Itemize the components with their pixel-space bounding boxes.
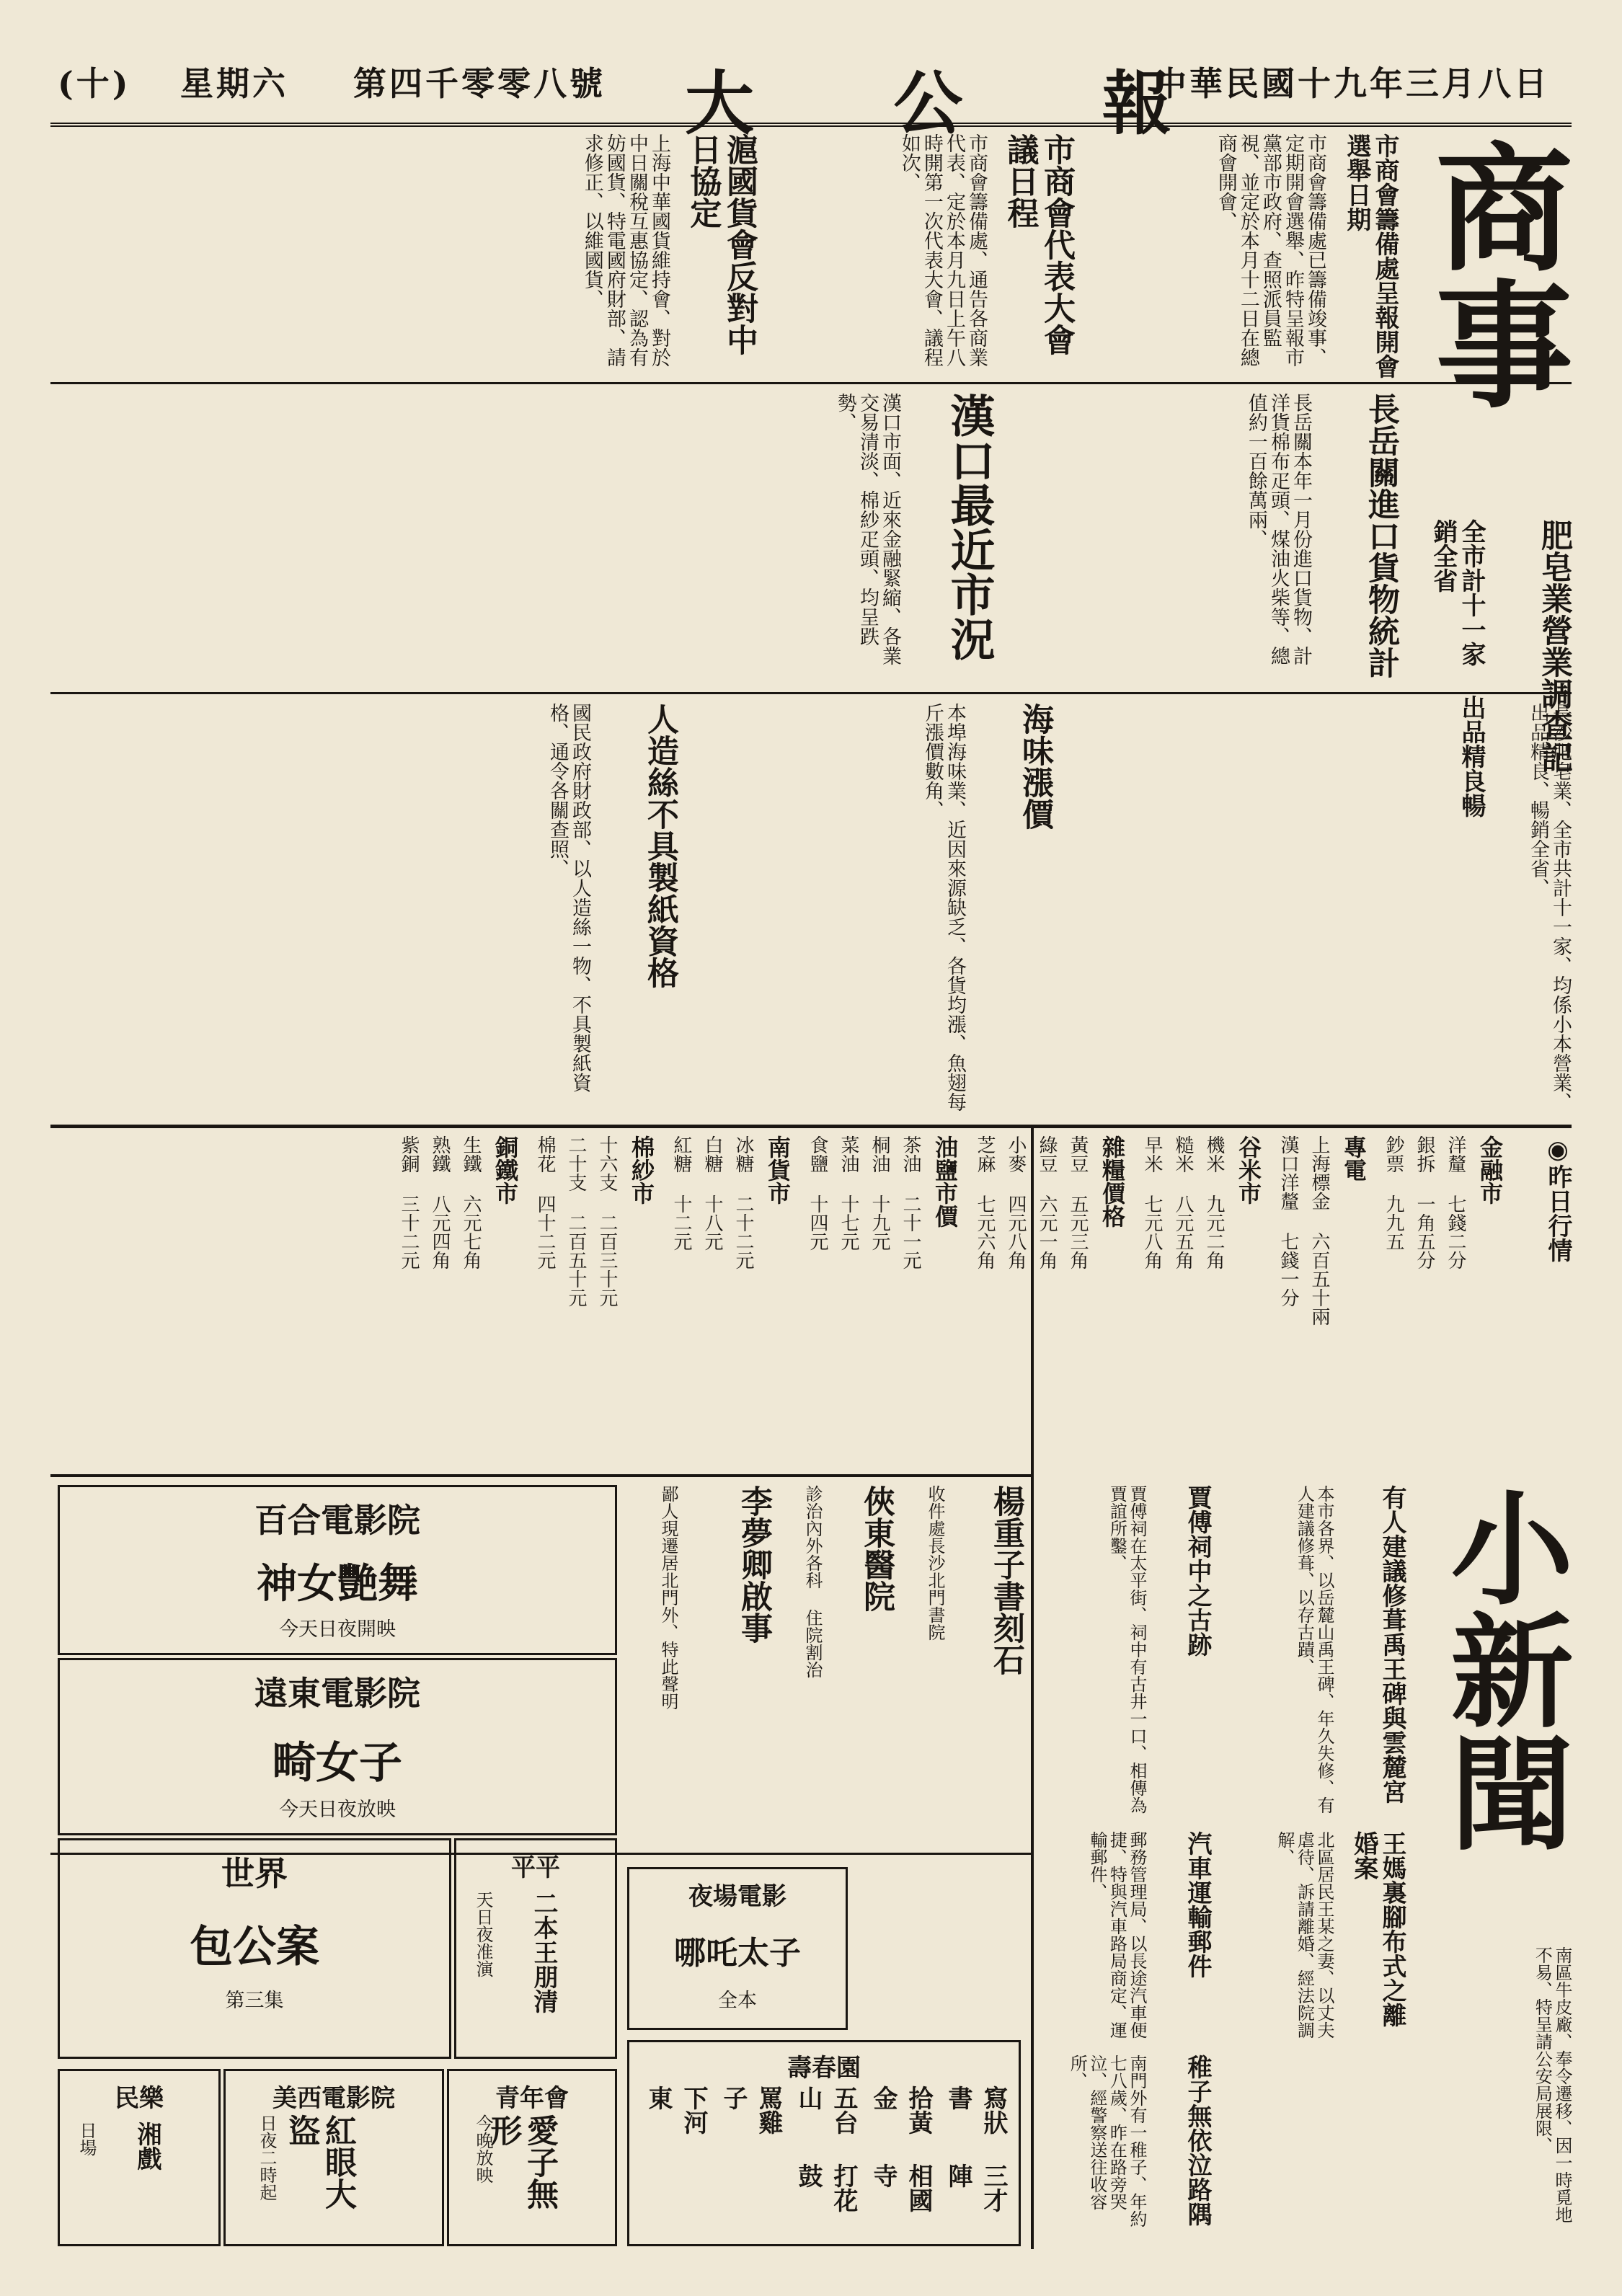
article-body: 上海中華國貨維持會、對於中日關稅互惠協定、認為有妨國貨、特電國府財部、請求修正、以維國貨、: [580, 133, 670, 367]
cinema-ad: [58, 1485, 617, 1655]
article-body: 市商會籌備處已籌備竣事、定期開會選舉、昨特呈報市黨部市政府、查照派員監視、並定於本月十二日在總商會開會、: [1214, 133, 1326, 367]
stage-title: 罵雞子: [719, 2086, 783, 2135]
ad-body: 收件處長沙北門書院: [925, 1485, 945, 1641]
article-body: 長沙肥皂業、全市共計十一家、均係小本營業、出品精良、暢銷全省、: [1526, 703, 1572, 1112]
article-subtitle: 全市計十一家 出品精良暢銷全省: [1428, 519, 1486, 817]
article-title: 漢口最近市況: [943, 393, 996, 661]
article-title: 長岳關進口貨物統計: [1362, 393, 1399, 678]
market-quote: 棉花 四十二元: [534, 1135, 556, 1269]
cinema-name: 遠東電影院: [254, 1674, 420, 1713]
news-body: 賈傅祠在太平街、祠中有古井一口、相傳為賈誼所鑿、: [1107, 1485, 1147, 1814]
film-title: 湘戲: [133, 2122, 161, 2171]
cinema-ad: [58, 1658, 617, 1835]
market-quote: 菜油 十七元: [838, 1135, 859, 1251]
film-title: 神女艷舞: [257, 1560, 418, 1608]
market-quote: 銀拆 一角五分: [1414, 1135, 1435, 1269]
ad-title: 李夢卿啟事: [735, 1485, 772, 1644]
article-body: 市商會籌備處、通告各商業代表、定於本月九日上午八時開第一次代表大會、議程如次、: [898, 133, 988, 367]
news-title: 汽車運輸郵件: [1183, 1831, 1212, 1978]
cinema-ad: [58, 1838, 451, 2059]
news-body: 北區居民王某之妻、以丈夫虐待、訴請離婚、經法院調解、: [1274, 1831, 1334, 2039]
rule: [50, 382, 1572, 384]
market-quote: 糙米 八元五角: [1172, 1135, 1194, 1269]
cinema-name: 百合電影院: [254, 1501, 420, 1540]
film-note: 天日夜准演: [473, 1891, 493, 1977]
market-quote: 鈔票 九九五: [1383, 1135, 1404, 1251]
market-quote: 早米 七元八角: [1141, 1135, 1163, 1269]
issue-number: 第四千零零八號: [353, 64, 606, 103]
rule: [50, 692, 1572, 694]
market-quote: 黃豆 五元三角: [1067, 1135, 1089, 1269]
cinema-name: 夜場電影: [688, 1882, 786, 1911]
market-quote: 機米 九元二角: [1203, 1135, 1225, 1269]
ad-body: 鄙人現遷居北門外、特此聲明: [658, 1485, 678, 1710]
cinema-name: 美西電影院: [272, 2084, 395, 2113]
cinema-name: 平平: [511, 1853, 560, 1882]
stage-title: 寫狀書: [944, 2086, 1008, 2135]
stage-title: 五台山: [794, 2086, 858, 2135]
masthead: [50, 43, 1572, 144]
market-name: 谷米市: [1235, 1135, 1262, 1205]
issue-date: 中華民國十九年三月八日: [1153, 64, 1550, 103]
stage-title: 打花鼓: [794, 2163, 858, 2212]
article-body: 漢口市面、近來金融緊縮、各業交易清淡、棉紗疋頭、均呈跌勢、: [833, 393, 901, 665]
ad-title: 俠東醫院: [858, 1485, 895, 1612]
film-note: 今天日夜開映: [279, 1618, 396, 1641]
paper-title: 大 公 報: [685, 63, 1229, 144]
article-body: 長岳關本年一月份進口貨物、計洋貨棉布疋頭、煤油火柴等、總值約一百餘萬兩、: [1244, 393, 1312, 665]
market-block: [972, 1135, 1129, 1474]
market-quote: 二十支 二百五十元: [565, 1135, 587, 1307]
page-number: (十): [58, 64, 131, 103]
market-quote: 芝麻 七元六角: [974, 1135, 996, 1269]
market-block: [668, 1135, 794, 1474]
market-name: 南貨市: [764, 1135, 792, 1205]
news-body: 南門外有一稚子、年約七八歲、昨在路旁哭泣、經警察送往收容所、: [1067, 2055, 1147, 2228]
stage-title: 三才陣: [944, 2163, 1008, 2212]
news-body: 本市各界、以岳麓山禹王碑、年久失修、有人建議修葺、以存古蹟、: [1294, 1485, 1334, 1814]
article-title: 市商會籌備處呈報開會選舉日期: [1342, 133, 1399, 378]
article-title: 人造絲不具製紙資格: [642, 703, 678, 988]
cinema-name: 世界: [221, 1854, 288, 1893]
film-title: 畸女子: [272, 1738, 402, 1789]
article-title: 海味漲價: [1016, 703, 1053, 830]
cinema-ad: [223, 2069, 444, 2246]
market-quote: 食鹽 十四元: [807, 1135, 828, 1251]
film-note: 今晚放映: [473, 2114, 493, 2184]
newspaper-page: [50, 43, 1572, 2249]
news-title: 有人建議修葺禹王碑與雲麓宮: [1378, 1485, 1406, 1804]
film-note: 第三集: [225, 1990, 284, 2012]
stage-title: 拾黃金: [869, 2086, 933, 2135]
market-quote: 綠豆 六元一角: [1036, 1135, 1058, 1269]
ad-body: 診治內外各科 住院割治: [802, 1485, 823, 1678]
stage-name: 壽春園: [787, 2054, 861, 2083]
market-block: [396, 1135, 522, 1474]
market-quote: 紫銅 三十二元: [398, 1135, 420, 1269]
market-quote: 漢口洋釐 七錢一分: [1277, 1135, 1299, 1307]
market-block: [1381, 1135, 1507, 1474]
market-title: ◉昨日行情: [1543, 1135, 1572, 1262]
news-body: 郵務管理局、以長途汽車便捷、特與汽車路局商定、運輸郵件、: [1086, 1831, 1147, 2039]
cinema-name: 青年會: [495, 2084, 569, 2113]
market-name: 專電: [1340, 1135, 1368, 1182]
market-name: 棉紗市: [628, 1135, 655, 1205]
news-title: 稚子無依泣路隅: [1183, 2055, 1212, 2226]
market-quote: 冰糖 二十二元: [732, 1135, 754, 1269]
article-title: 滬國貨會反對中日協定: [684, 133, 758, 355]
market-block: [1139, 1135, 1265, 1474]
market-quote: 茶油 二十一元: [900, 1135, 921, 1269]
article-body: 本埠海味業、近因來源缺乏、各貨均漲、魚翅每斤漲價數角、: [921, 703, 966, 1112]
film-title: 包公案: [190, 1922, 319, 1972]
rule: [50, 1474, 1031, 1477]
market-name: 雜糧價格: [1099, 1135, 1126, 1228]
market-block: [532, 1135, 658, 1474]
cinema-ad: [454, 1838, 617, 2059]
rule: [50, 1125, 1572, 1128]
article-body: 國民政府財政部、以人造絲一物、不具製紙資格、通令各關查照、: [546, 703, 591, 1092]
stage-title: 相國寺: [869, 2163, 933, 2212]
commerce-section-title: 商事: [1413, 137, 1574, 411]
news-title: 賈傅祠中之古跡: [1183, 1485, 1212, 1657]
film-note: 日場: [76, 2122, 97, 2156]
market-block: [1275, 1135, 1370, 1474]
stage-program: [637, 2086, 1011, 2237]
cinema-ad: [58, 2069, 221, 2246]
market-quote: 生鐵 六元七角: [460, 1135, 482, 1269]
film-note: 今天日夜放映: [279, 1799, 396, 1821]
stage-title: 下河東: [644, 2086, 708, 2135]
cinema-ad: [627, 1867, 848, 2030]
film-title: 愛子無形: [484, 2114, 558, 2209]
market-quote: 桐油 十九元: [869, 1135, 890, 1251]
market-quotes: [50, 1135, 1507, 1474]
news-body: 南區牛皮廠、奉令遷移、因一時覓地不易、特呈請公安局展限、: [1532, 1946, 1572, 2223]
film-title: 哪吒太子: [674, 1935, 801, 1972]
film-title: 紅眼大盜: [283, 2114, 356, 2209]
market-name: 油鹽市價: [931, 1135, 959, 1228]
film-note: 日夜二時起: [257, 2114, 277, 2201]
news-title: 王媽裏腳布式之離婚案: [1349, 1831, 1406, 2027]
market-block: [805, 1135, 962, 1474]
market-quote: 紅糖 十二元: [670, 1135, 692, 1251]
market-quote: 白糖 十八元: [701, 1135, 723, 1251]
xinwen-section-title: 小新聞: [1430, 1485, 1574, 1853]
market-name: 金融市: [1476, 1135, 1504, 1205]
film-title: 二本王朋清: [529, 1891, 558, 2013]
market-quote: 十六支 二百三十元: [596, 1135, 618, 1307]
cinema-ad: [447, 2069, 617, 2246]
market-quote: 小麥 四元八角: [1005, 1135, 1027, 1269]
market-quote: 上海標金 六百五十兩: [1308, 1135, 1330, 1326]
cinema-name: 民樂: [115, 2084, 164, 2113]
film-note: 全本: [718, 1990, 757, 2012]
article-title: 市商會代表大會議日程: [1001, 133, 1075, 355]
stage-ad: [627, 2040, 1021, 2246]
weekday: 星期六: [180, 64, 288, 103]
market-quote: 洋釐 七錢二分: [1445, 1135, 1466, 1269]
ad-title: 楊重子書刻石: [988, 1485, 1024, 1675]
market-quote: 熟鐵 八元四角: [429, 1135, 451, 1269]
market-name: 銅鐵市: [492, 1135, 519, 1205]
article-title: 肥皂業營業調查記: [1535, 519, 1572, 773]
